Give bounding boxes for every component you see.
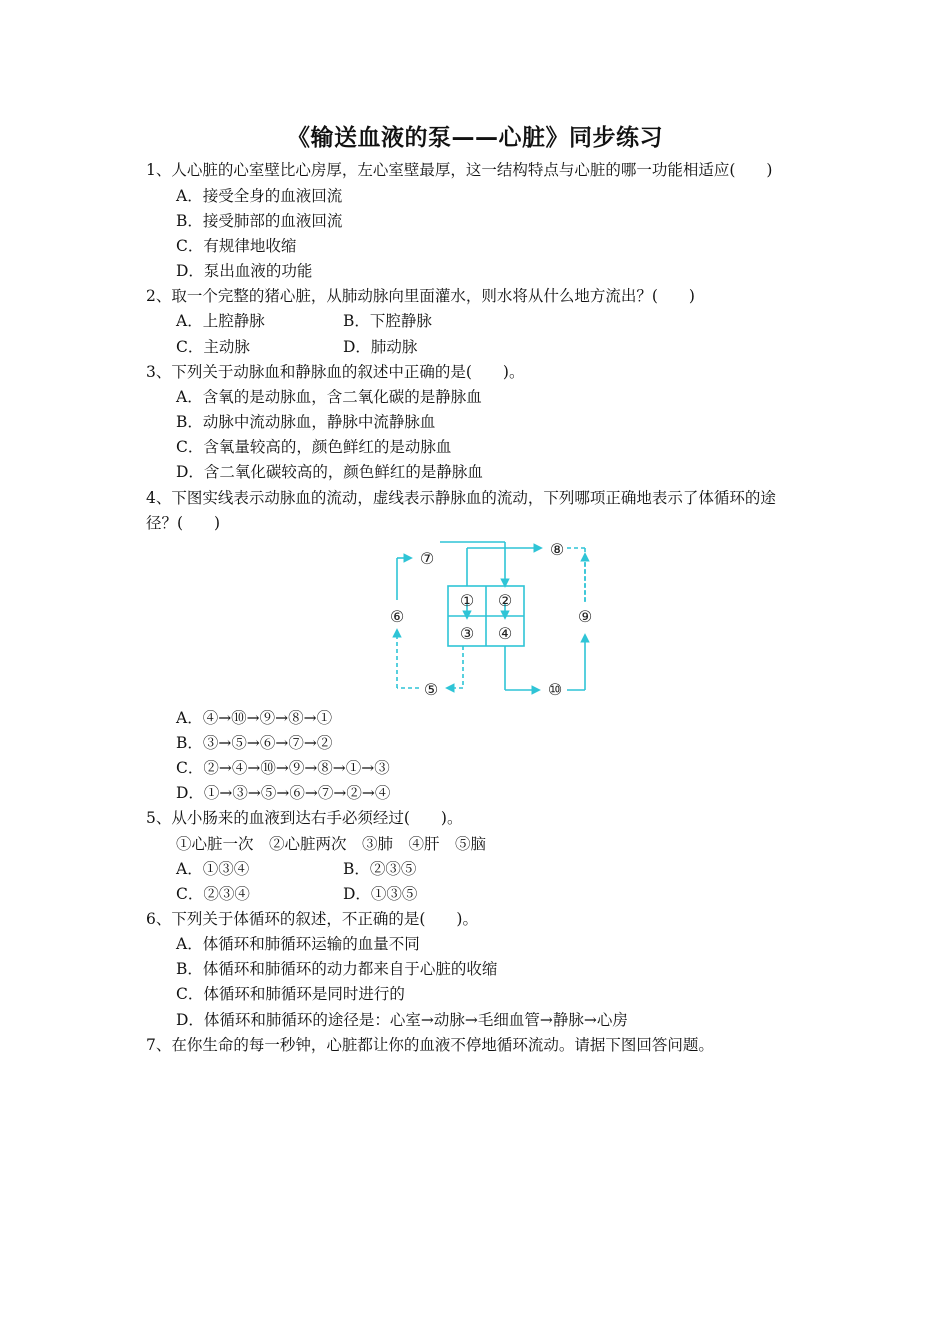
q6-option-a: A．体循环和肺循环运输的血量不同 xyxy=(176,935,420,953)
q2-option-a: A．上腔静脉 xyxy=(176,312,265,330)
q3-option-d: D．含二氧化碳较高的，颜色鲜红的是静脉血 xyxy=(176,463,483,481)
q1-option-d: D．泵出血液的功能 xyxy=(176,262,313,280)
q4-stem-line2: 径？( ) xyxy=(146,514,221,532)
q5-items: ①心脏一次 ②心脏两次 ③肺 ④肝 ⑤脑 xyxy=(176,835,487,853)
label-1: ① xyxy=(459,591,475,610)
q5-option-d: D．①③⑤ xyxy=(343,885,418,903)
q3-stem: 3、下列关于动脉血和静脉血的叙述中正确的是( )。 xyxy=(146,363,525,381)
q1-stem: 1、人心脏的心室壁比心房厚，左心室壁最厚，这一结构特点与心脏的哪一功能相适应( ) xyxy=(146,161,773,179)
q6-stem: 6、下列关于体循环的叙述，不正确的是( )。 xyxy=(146,910,478,928)
blood-circulation-diagram xyxy=(385,540,605,702)
q2-stem: 2、取一个完整的猪心脏，从肺动脉向里面灌水，则水将从什么地方流出？( ) xyxy=(146,287,695,305)
q7-stem: 7、在你生命的每一秒钟，心脏都让你的血液不停地循环流动。请据下图回答问题。 xyxy=(146,1036,714,1054)
q3-option-a: A．含氧的是动脉血，含二氧化碳的是静脉血 xyxy=(176,388,482,406)
page-title: 《输送血液的泵——心脏》同步练习 xyxy=(287,125,663,151)
q3-option-b: B．动脉中流动脉血，静脉中流静脉血 xyxy=(176,413,436,431)
q5-option-b: B．②③⑤ xyxy=(343,860,417,878)
q2-option-b: B．下腔静脉 xyxy=(343,312,432,330)
q5-option-a: A．①③④ xyxy=(176,860,250,878)
label-6: ⑥ xyxy=(389,607,405,626)
q1-option-b: B．接受肺部的血液回流 xyxy=(176,212,343,230)
q3-option-c: C．含氧量较高的，颜色鲜红的是动脉血 xyxy=(176,438,452,456)
q2-option-d: D．肺动脉 xyxy=(343,338,418,356)
label-5: ⑤ xyxy=(423,680,439,699)
label-4: ④ xyxy=(497,624,513,643)
q4-option-c: C．②→④→⑩→⑨→⑧→①→③ xyxy=(176,759,390,777)
q5-option-c: C．②③④ xyxy=(176,885,250,903)
label-10: ⑩ xyxy=(547,680,563,699)
q4-stem-line1: 4、下图实线表示动脉血的流动，虚线表示静脉血的流动，下列哪项正确地表示了体循环的途 xyxy=(146,489,776,507)
q6-option-b: B．体循环和肺循环的动力都来自于心脏的收缩 xyxy=(176,960,498,978)
q6-option-d: D．体循环和肺循环的途径是：心室→动脉→毛细血管→静脉→心房 xyxy=(176,1011,628,1029)
q2-option-c: C．主动脉 xyxy=(176,338,250,356)
label-3: ③ xyxy=(459,624,475,643)
label-8: ⑧ xyxy=(549,540,565,559)
q4-option-b: B．③→⑤→⑥→⑦→② xyxy=(176,734,333,752)
q5-stem: 5、从小肠来的血液到达右手必须经过( )。 xyxy=(146,809,463,827)
q1-option-a: A．接受全身的血液回流 xyxy=(176,187,343,205)
q1-option-c: C．有规律地收缩 xyxy=(176,237,297,255)
label-9: ⑨ xyxy=(577,607,593,626)
label-7: ⑦ xyxy=(419,549,435,568)
q4-option-d: D．①→③→⑤→⑥→⑦→②→④ xyxy=(176,784,391,802)
label-2: ② xyxy=(497,591,513,610)
q4-option-a: A．④→⑩→⑨→⑧→① xyxy=(176,709,333,727)
q6-option-c: C．体循环和肺循环是同时进行的 xyxy=(176,985,405,1003)
